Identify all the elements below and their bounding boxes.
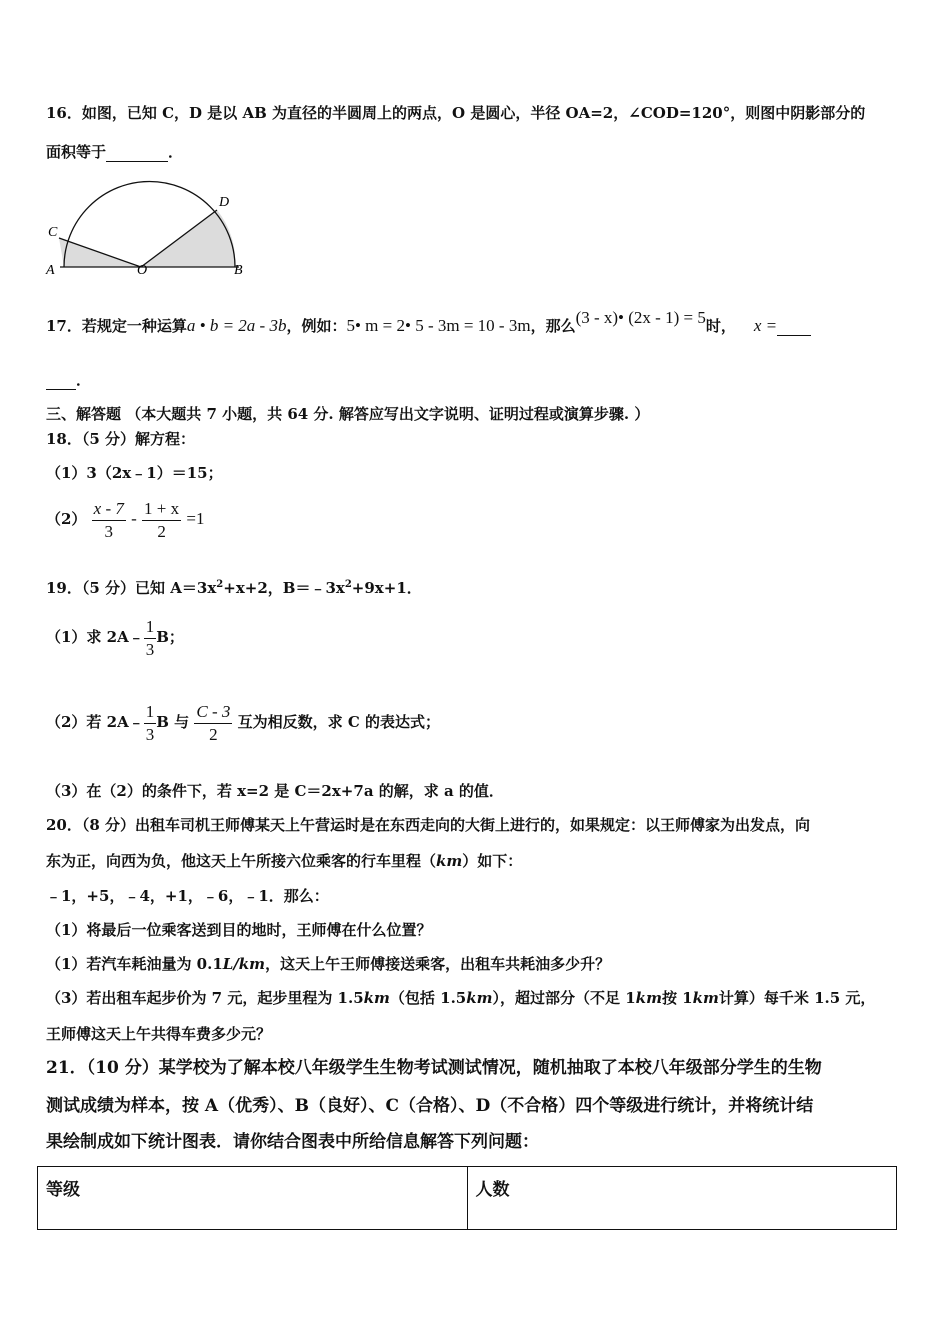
q18-head: 18．（5 分）解方程：	[46, 430, 196, 448]
shaded-region-right	[141, 210, 235, 267]
q18-part2: （2） $\frac{x - 7}{3}$ - $\frac{1 + x}{2}$ =1	[46, 498, 205, 541]
q21-line1: 21．（10 分）某学校为了解本校八年级学生生物考试测试情况，随机抽取了本校八年级部分学生的生物	[46, 1058, 822, 1078]
answer-blank	[106, 145, 168, 162]
operation-condition: (3 - x)• (2x - 1) = 5	[575, 308, 706, 327]
section-3-title: 三、解答题 （本大题共 7 小题，共 64 分. 解答应写出文字说明、证明过程或演算步骤. ）	[46, 405, 650, 423]
q19-part1: （1）求 2A﹣ $\frac{1}{3}$ B；	[46, 616, 184, 659]
header-cell-count: 人数	[467, 1167, 897, 1230]
q16-line2: 面积等于 ．	[46, 143, 184, 161]
operation-definition: a • b = 2a - 3b	[186, 316, 287, 335]
fraction-one-third: $\frac{1}{3}$	[145, 701, 155, 744]
q21-line3: 果绘制成如下统计图表．请你结合图表中所给信息解答下列问题：	[46, 1132, 539, 1152]
q19-head: 19．（5 分）已知 $A=3x^2+x+2$，$B=﹣3x^2+9x+1$．	[46, 579, 422, 597]
q19-part3: （3）在（2）的条件下，若 x=2 是 C＝2x+7a 的解，求 a 的值．	[46, 782, 504, 800]
q20-line3: ﹣1，+5，﹣4，+1，﹣6，﹣1．那么：	[46, 887, 329, 905]
q20-line1: 20．（8 分）出租车司机王师傅某天上午营运时是在东西走向的大街上进行的，如果规定：以王师傅家为出发点，向	[46, 816, 811, 834]
answer-blank-continued	[46, 373, 76, 390]
point-label-A: A	[46, 263, 55, 278]
q20-line2: 东为正，向西为负，他这天上午所接六位乘客的行车里程（km）如下：	[46, 852, 523, 870]
q17-line: 17．若规定一种运算a • b = 2a - 3b，例如：5• m = 2• 5 - 3m = 10 - 3m，那么(3 - x)• (2x - 1) = 5时， x =	[46, 316, 811, 336]
fraction-2: $\frac{1 + x}{2}$	[144, 498, 180, 541]
point-label-C: C	[48, 225, 58, 240]
q21-line2: 测试成绩为样本，按 A（优秀）、B（良好）、C（合格）、D（不合格）四个等级进行统计，并将统计结	[46, 1096, 814, 1116]
fraction-one-third: $\frac{1}{3}$	[145, 616, 155, 659]
fraction-1: $\frac{x - 7}{3}$	[93, 498, 124, 541]
grade-table	[37, 1166, 897, 1230]
q18-part1: （1）3（2x﹣1）＝15；	[46, 464, 223, 482]
q16-line1: 16．如图，已知 C，D 是以 AB 为直径的半圆周上的两点，O 是圆心，半径 OA=2，∠COD=120°，则图中阴影部分的	[46, 104, 866, 122]
semicircle-figure	[40, 170, 260, 280]
q20-part2: （1）若汽车耗油量为 0.1L/km，这天上午王师傅接送乘客，出租车共耗油多少升？	[46, 955, 611, 973]
q20-part1: （1）将最后一位乘客送到目的地时，王师傅在什么位置？	[46, 921, 432, 939]
point-label-B: B	[234, 263, 243, 278]
point-label-D: D	[219, 195, 230, 210]
header-cell-grade: 等级	[38, 1167, 468, 1230]
q19-part2: （2）若 2A﹣ $\frac{1}{3}$ B 与 $\frac{C - 3}{2}$ 互为相反数，求 C 的表达式；	[46, 701, 441, 744]
point-label-O: O	[137, 263, 148, 278]
q20-part3: （3）若出租车起步价为 7 元，起步里程为 1.5km（包括 1.5km），超过部分（不足 1km按 1km计算）每千米 1.5 元，	[46, 989, 876, 1007]
operation-example: 5• m = 2• 5 - 3m = 10 - 3m	[346, 316, 531, 335]
answer-blank	[777, 319, 811, 336]
table-row	[38, 1167, 897, 1230]
q17-line2: ．	[46, 370, 91, 390]
fraction-c-minus-3: $\frac{C - 3}{2}$	[196, 701, 231, 744]
q20-part3-line2: 王师傅这天上午共得车费多少元？	[46, 1025, 272, 1043]
